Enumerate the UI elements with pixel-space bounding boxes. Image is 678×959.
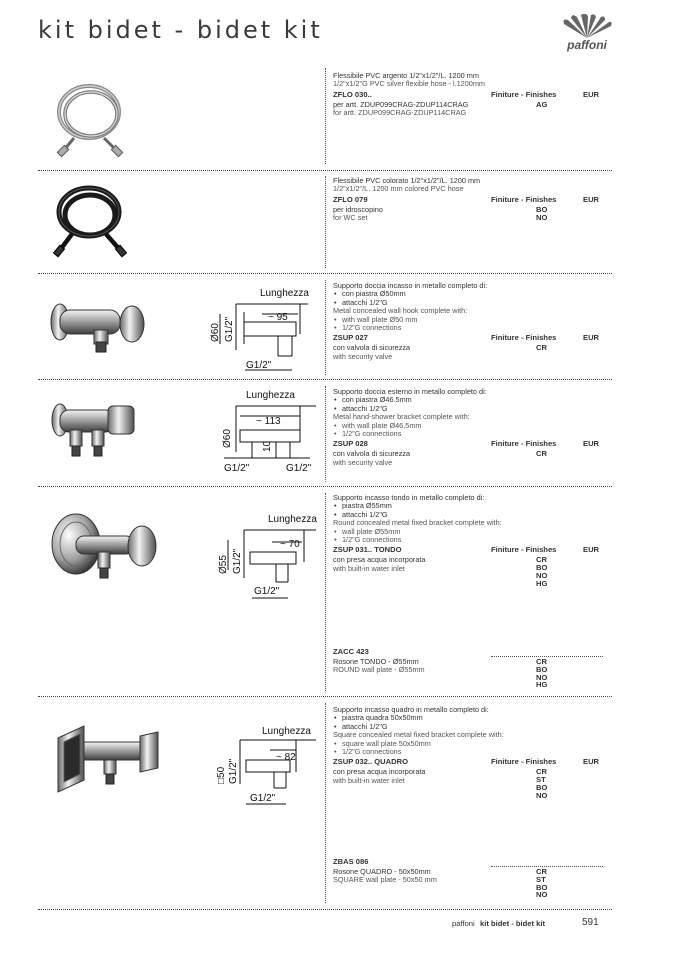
description-it: Rosone TONDO - Ø55mm: [333, 657, 419, 666]
feature-item: • 1/2"G connections: [333, 430, 603, 438]
finishes-header: Finiture - Finishes: [491, 333, 557, 343]
finishes-list: [536, 768, 547, 799]
finishes-dotted-line: [491, 866, 603, 867]
feature-item: • with wall plate Ø46,5mm: [333, 422, 603, 430]
finish-code: CR: [536, 449, 547, 459]
finish-code: BO: [536, 664, 548, 674]
footer-brand: paffoni: [452, 919, 475, 928]
feature-item: • piastra Ø55mm: [333, 502, 603, 510]
product-info-zsup-031: [333, 493, 603, 588]
dim-thread-bottom: G1/2": [254, 586, 280, 597]
accessory-info-zbas-086: [333, 856, 603, 900]
product-info-zflo-030: [333, 72, 603, 118]
brand-logo: [556, 14, 618, 54]
finishes-header: Finiture - Finishes: [491, 545, 557, 555]
product-title-en: Metal hand-shower bracket complete with:: [333, 412, 470, 422]
eur-header: EUR: [583, 545, 600, 555]
product-title-en: 1/2"x1/2"/L. 1200 mm colored PVC hose: [333, 184, 464, 194]
technical-drawing-032: [200, 722, 322, 808]
dim-lunghezza: Lunghezza: [262, 726, 311, 737]
feature-item: • 1/2"G connections: [333, 748, 603, 756]
feature-item: • attacchi 1/2"G: [333, 405, 603, 413]
dim-length: ~ 70: [280, 539, 300, 550]
finishes-list: [536, 556, 547, 587]
logo-fan-icon: [556, 14, 618, 40]
hand-shower-bracket-028-image: [44, 396, 154, 468]
finish-code: HG: [536, 680, 548, 690]
technical-drawing-027: [200, 282, 322, 376]
accessory-code: ZBAS 086: [333, 857, 369, 866]
dim-thread-bottom: G1/2": [250, 793, 276, 804]
features-en: [333, 316, 603, 333]
dim-lunghezza: Lunghezza: [268, 514, 317, 525]
finish-code: ST: [536, 775, 546, 785]
product-title-en: Round concealed metal fixed bracket complete with:: [333, 518, 502, 528]
product-title-it: Supporto incasso quadro in metallo completo di:: [333, 705, 489, 714]
finishes-list: [536, 658, 547, 689]
dim-thread-bottom: G1/2": [246, 360, 272, 371]
brand-name: paffoni: [567, 38, 607, 52]
section-divider: [38, 909, 612, 910]
product-info-zsup-032: [333, 705, 603, 800]
section-divider: [38, 170, 612, 171]
square-bracket-032-image: [44, 722, 164, 798]
feature-item: • square wall plate 50x50mm: [333, 740, 603, 748]
page-number: 591: [582, 917, 599, 928]
description-block: [333, 555, 603, 588]
finish-code: ST: [536, 874, 546, 884]
dim-offset: 10: [262, 440, 273, 452]
features-it: [333, 714, 603, 731]
eur-header: EUR: [583, 333, 600, 343]
features-it: [333, 290, 603, 307]
description-block: [333, 657, 603, 690]
product-code: ZSUP 032.. QUADRO: [333, 757, 408, 767]
finish-code: BO: [536, 783, 548, 793]
product-info-zflo-079: [333, 177, 603, 223]
description-block: [333, 767, 603, 800]
product-title-en: Square concealed metal fixed bracket complete with:: [333, 730, 504, 740]
description-it: Rosone QUADRO - 50x50mm: [333, 867, 431, 876]
features-it: [333, 396, 603, 413]
finish-code: HG: [536, 578, 548, 588]
accessory-info-zacc-423: [333, 646, 603, 690]
technical-drawing-031: [200, 508, 322, 604]
wall-hook-027-image: [44, 290, 154, 360]
finish-code: CR: [536, 343, 547, 353]
finish-code: NO: [536, 672, 548, 682]
description-en: for WC set: [333, 213, 368, 223]
product-code: ZFLO 079: [333, 194, 368, 204]
dim-thread-side: G1/2": [232, 548, 243, 574]
description-block: [333, 344, 603, 361]
description-block: [333, 101, 603, 118]
description-en: with security valve: [333, 351, 393, 361]
silver-hose-image: [44, 72, 134, 160]
product-title-it: Flessibile PVC argento 1/2"x1/2"/L. 1200 mm: [333, 71, 479, 80]
finish-code: BO: [536, 204, 548, 214]
features-en: [333, 528, 603, 545]
product-title-it: Supporto doccia esterno in metallo completo di:: [333, 387, 487, 396]
product-code: ZFLO 030..: [333, 89, 372, 99]
features-en: [333, 422, 603, 439]
dim-thread-left: G1/2": [224, 463, 250, 474]
product-info-zsup-027: [333, 282, 603, 361]
column-divider: [325, 493, 326, 691]
finish-code: CR: [536, 555, 547, 565]
column-divider: [325, 280, 326, 375]
finishes-list: [536, 868, 547, 899]
section-divider: [38, 486, 612, 487]
description-it: per idroscopino: [333, 204, 383, 214]
features-it: [333, 502, 603, 519]
finish-code: BO: [536, 563, 548, 573]
eur-header: EUR: [583, 194, 600, 204]
feature-item: • con piastra Ø46.5mm: [333, 396, 603, 404]
product-code: ZSUP 027: [333, 333, 368, 343]
description-en: with security valve: [333, 457, 393, 467]
accessory-code: ZACC 423: [333, 647, 369, 656]
dim-thread-right: G1/2": [286, 463, 312, 474]
footer-section: [480, 919, 545, 928]
dim-square-size: □50: [216, 766, 227, 784]
dim-diameter: Ø60: [222, 429, 233, 448]
product-title-en: Metal concealed wall hook complete with:: [333, 306, 468, 316]
column-divider: [325, 386, 326, 482]
technical-drawing-028: [200, 388, 322, 480]
dim-lunghezza: Lunghezza: [246, 390, 295, 401]
feature-item: • con piastra Ø50mm: [333, 290, 603, 298]
finish-code: NO: [536, 890, 548, 900]
finish-code: CR: [536, 767, 547, 777]
description-en: for artt. ZDUP099CRAG-ZDUP114CRAG: [333, 108, 467, 118]
finish-code: AG: [536, 99, 548, 109]
feature-item: • 1/2"G connections: [333, 536, 603, 544]
section-divider: [38, 696, 612, 697]
finishes-list: [536, 101, 547, 109]
column-divider: [325, 176, 326, 268]
product-title-it: Supporto incasso tondo in metallo completo di:: [333, 493, 485, 502]
features-en: [333, 740, 603, 757]
product-title-it: Supporto doccia incasso in metallo completo di:: [333, 281, 488, 290]
description-en: with built-in water inlet: [333, 775, 405, 785]
black-hose-image: [44, 176, 134, 264]
finish-code: CR: [536, 867, 547, 876]
finish-code: NO: [536, 790, 548, 800]
feature-item: • attacchi 1/2"G: [333, 723, 603, 731]
section-divider: [38, 379, 612, 380]
finishes-list: [536, 450, 547, 458]
description-en: ROUND wall plate - Ø55mm: [333, 665, 425, 675]
product-info-zsup-028: [333, 388, 603, 467]
feature-item: • attacchi 1/2"G: [333, 511, 603, 519]
dim-thread-side: G1/2": [224, 316, 235, 342]
finishes-list: [536, 344, 547, 352]
column-divider: [325, 68, 326, 164]
eur-header: EUR: [583, 439, 600, 449]
description-en: SQUARE wall plate - 50x50 mm: [333, 875, 437, 885]
feature-item: • 1/2"G connections: [333, 324, 603, 332]
dim-diameter: Ø60: [210, 323, 221, 342]
dim-length: ~ 113: [256, 416, 281, 427]
description-en: with built-in water inlet: [333, 563, 405, 573]
description-it: con presa acqua incorporata: [333, 767, 426, 777]
section-divider: [38, 273, 612, 274]
feature-item: • wall plate Ø55mm: [333, 528, 603, 536]
round-bracket-031-image: [44, 510, 164, 590]
eur-header: EUR: [583, 757, 600, 767]
finishes-dotted-line: [491, 656, 603, 657]
page-title: kit bidet - bidet kit: [38, 16, 323, 44]
description-it: per artt. ZDUP099CRAG-ZDUP114CRAG: [333, 99, 469, 109]
product-code: ZSUP 031.. TONDO: [333, 545, 402, 555]
description-it: con valvola di sicurezza: [333, 449, 411, 459]
dim-length: ~ 95: [268, 312, 288, 323]
footer-section-title: kit bidet - bidet kit: [480, 919, 545, 928]
dim-diameter: Ø55: [218, 555, 229, 574]
finish-code: NO: [536, 212, 548, 222]
eur-header: EUR: [583, 89, 600, 99]
finish-code: NO: [536, 571, 548, 581]
finishes-list: [536, 206, 547, 222]
description-it: con valvola di sicurezza: [333, 343, 411, 353]
column-divider: [325, 703, 326, 903]
finishes-header: Finiture - Finishes: [491, 757, 557, 767]
description-block: [333, 867, 603, 900]
finishes-header: Finiture - Finishes: [491, 194, 557, 204]
product-title-en: 1/2"x1/2"G PVC silver flexible hose - l.1200mm: [333, 79, 485, 89]
description-it: con presa acqua incorporata: [333, 555, 426, 565]
finishes-header: Finiture - Finishes: [491, 439, 557, 449]
product-code: ZSUP 028: [333, 439, 368, 449]
finishes-header: Finiture - Finishes: [491, 89, 557, 99]
feature-item: • attacchi 1/2"G: [333, 299, 603, 307]
dim-lunghezza: Lunghezza: [260, 288, 309, 299]
feature-item: • with wall plate Ø50 mm: [333, 316, 603, 324]
description-block: [333, 206, 603, 223]
description-block: [333, 450, 603, 467]
product-title-it: Flessibile PVC colorato 1/2"x1/2"/L. 1200 mm: [333, 176, 481, 185]
dim-thread-side: G1/2": [228, 758, 239, 784]
dim-length: ~ 82: [276, 752, 296, 763]
finish-code: BO: [536, 882, 548, 892]
finish-code: CR: [536, 657, 547, 666]
feature-item: • piastra quadra 50x50mm: [333, 714, 603, 722]
